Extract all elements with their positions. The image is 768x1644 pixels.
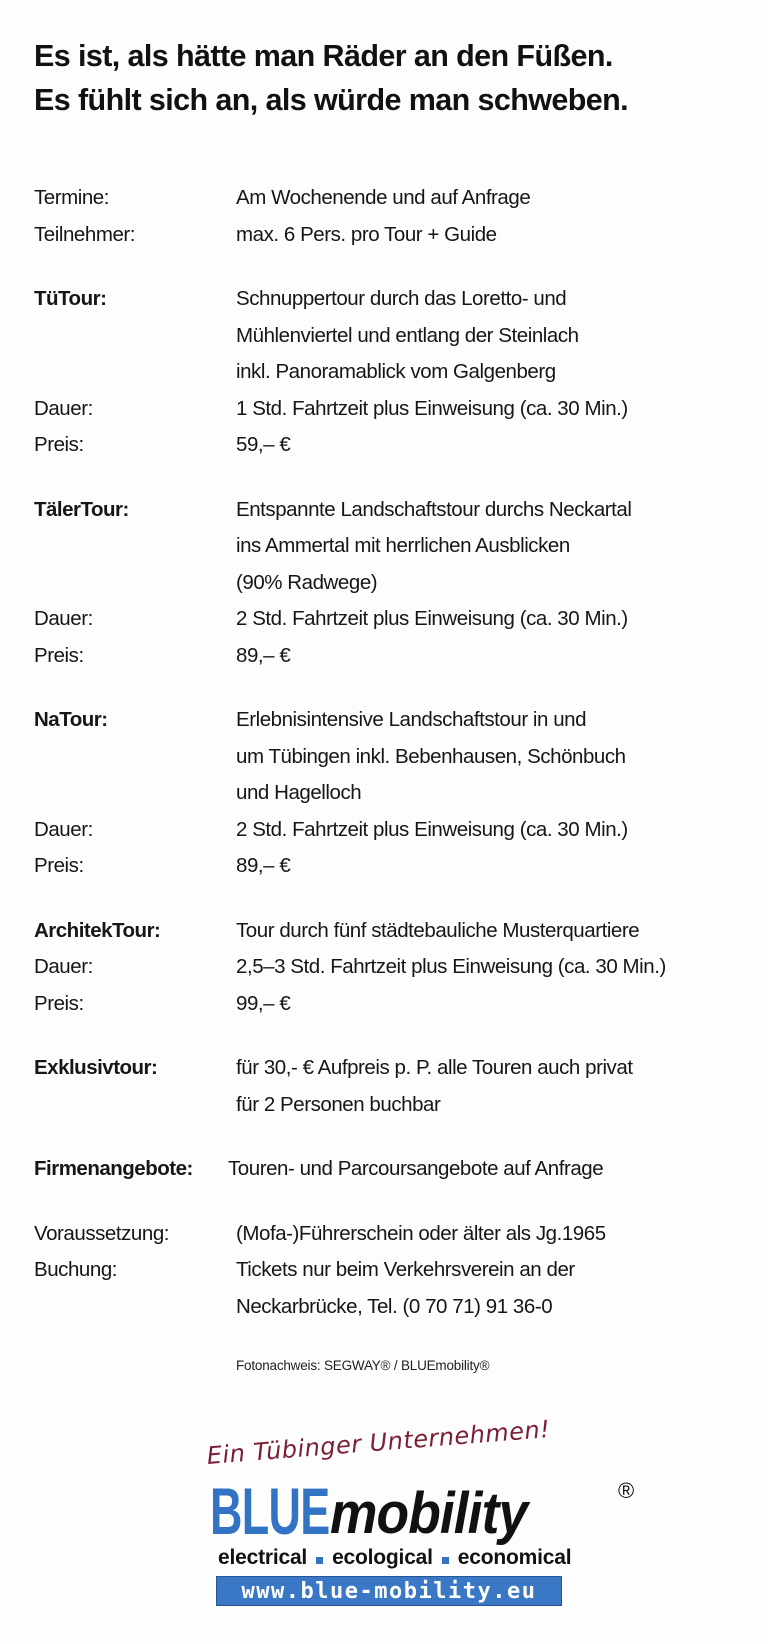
tour-description-line: (90% Radwege): [236, 570, 378, 594]
tour-description-line: Schnuppertour durch das Loretto- und: [236, 287, 567, 310]
spacer: [34, 885, 754, 913]
tour-price: 89,– €: [236, 643, 291, 667]
exklusiv-line: für 30,- € Aufpreis p. P. alle Touren auch privat: [236, 1056, 633, 1079]
tour-price-row: [34, 638, 754, 675]
buchung-row: [34, 1289, 754, 1326]
spacer: [34, 253, 754, 281]
label-dauer: Dauer:: [34, 817, 93, 841]
voraussetzung-row: [34, 1216, 754, 1253]
label-preis: Preis:: [34, 643, 84, 667]
label-dauer: Dauer:: [34, 607, 93, 630]
tagline-word: electrical: [218, 1546, 308, 1569]
tour-duration-row: [34, 601, 754, 638]
tour-name-row: [34, 281, 754, 318]
label-preis: Preis:: [34, 854, 84, 877]
logo-wordmark-mobility: mobility: [330, 1481, 528, 1546]
tagline-word: ecological: [332, 1546, 433, 1569]
tour-duration-row: [34, 391, 754, 428]
square-bullet-icon: [316, 1557, 323, 1564]
tour-price-row: [34, 986, 754, 1023]
tour-duration: 1 Std. Fahrtzeit plus Einweisung (ca. 30 Min.): [236, 396, 628, 420]
square-bullet-icon: [442, 1557, 449, 1564]
tour-price: 59,– €: [236, 433, 291, 456]
tour-name-row: [34, 913, 754, 950]
tour-description-row: [34, 318, 754, 355]
label-buchung: Buchung:: [34, 1258, 118, 1281]
info-row-termine: [34, 180, 754, 217]
tour-name: ArchitekTour:: [34, 918, 161, 942]
spacer: [34, 464, 754, 492]
tour-name: TälerTour:: [34, 497, 129, 521]
spacer: [34, 1022, 754, 1050]
logo-wordmark-blue: BLUE: [210, 1474, 330, 1548]
label-dauer: Dauer:: [34, 955, 93, 978]
logo-wordmark: [210, 1464, 544, 1548]
website-url: www.blue-mobility.eu: [241, 1578, 537, 1604]
value-termine: Am Wochenende und auf Anfrage: [236, 186, 531, 209]
exklusiv-row: [34, 1087, 754, 1124]
tour-name: TüTour:: [34, 287, 107, 310]
spacer: [34, 674, 754, 702]
tour-description-line: Erlebnisintensive Landschaftstour in und: [236, 708, 587, 731]
tour-description-line: Entspannte Landschaftstour durchs Neckartal: [236, 497, 632, 521]
tour-price: 99,– €: [236, 991, 291, 1015]
tour-name-row: [34, 492, 754, 529]
label-dauer: Dauer:: [34, 396, 93, 420]
label-preis: Preis:: [34, 433, 84, 456]
label-voraussetzung: Voraussetzung:: [34, 1221, 170, 1245]
spacer: [34, 1188, 754, 1216]
tour-price-row: [34, 848, 754, 885]
label-termine: Termine:: [34, 186, 110, 209]
website-url-banner: [216, 1576, 562, 1606]
tour-description-line: um Tübingen inkl. Bebenhausen, Schönbuch: [236, 744, 626, 768]
tour-description-row: [34, 775, 754, 812]
tour-description-line: und Hagelloch: [236, 781, 362, 804]
tour-price-row: [34, 427, 754, 464]
headline: [34, 34, 628, 122]
photo-credit: Fotonachweis: SEGWAY® / BLUEmobility®: [236, 1358, 490, 1373]
value-firmenangebote: Touren- und Parcoursangebote auf Anfrage: [228, 1157, 604, 1180]
tour-description-row: [34, 565, 754, 602]
label-preis: Preis:: [34, 991, 84, 1015]
tour-description-row: [34, 528, 754, 565]
headline-line-1: Es ist, als hätte man Räder an den Füßen.: [34, 39, 613, 73]
tagline-word: economical: [457, 1546, 572, 1569]
tour-duration: 2,5–3 Std. Fahrtzeit plus Einweisung (ca. 30 Min.): [236, 955, 666, 978]
firmen-row: [34, 1151, 754, 1188]
logo-tagline: [218, 1546, 571, 1570]
tour-description-line: Mühlenviertel und entlang der Steinlach: [236, 323, 579, 347]
label-firmenangebote: Firmenangebote:: [34, 1157, 193, 1180]
buchung-row: [34, 1252, 754, 1289]
logo-slogan: Ein Tübinger Unternehmen!: [205, 1415, 552, 1470]
label-teilnehmer: Teilnehmer:: [34, 222, 136, 246]
headline-line-2: Es fühlt sich an, als würde man schweben.: [34, 83, 629, 117]
tour-duration-row: [34, 812, 754, 849]
value-teilnehmer: max. 6 Pers. pro Tour + Guide: [236, 222, 497, 246]
tour-duration-row: [34, 949, 754, 986]
tour-description-row: [34, 354, 754, 391]
bluemobility-logo: [198, 1415, 678, 1636]
spacer: [34, 1123, 754, 1151]
info-row-teilnehmer: [34, 217, 754, 254]
label-exklusivtour: Exklusivtour:: [34, 1056, 158, 1079]
value-voraussetzung: (Mofa-)Führerschein oder älter als Jg.1965: [236, 1221, 606, 1245]
tour-duration: 2 Std. Fahrtzeit plus Einweisung (ca. 30 Min.): [236, 817, 628, 841]
tour-description-line: Tour durch fünf städtebauliche Musterquartiere: [236, 918, 640, 942]
tour-info-list: [34, 180, 754, 1325]
buchung-line: Neckarbrücke, Tel. (0 70 71) 91 36-0: [236, 1294, 553, 1318]
tour-name-row: [34, 702, 754, 739]
exklusiv-line: für 2 Personen buchbar: [236, 1092, 441, 1116]
tour-duration: 2 Std. Fahrtzeit plus Einweisung (ca. 30 Min.): [236, 607, 628, 630]
exklusiv-row: [34, 1050, 754, 1087]
buchung-line: Tickets nur beim Verkehrsverein an der: [236, 1258, 575, 1281]
tour-description-line: ins Ammertal mit herrlichen Ausblicken: [236, 534, 570, 557]
tour-price: 89,– €: [236, 854, 291, 877]
tour-name: NaTour:: [34, 708, 108, 731]
tour-description-row: [34, 739, 754, 776]
tour-description-line: inkl. Panoramablick vom Galgenberg: [236, 360, 556, 383]
registered-icon: ®: [618, 1478, 635, 1503]
